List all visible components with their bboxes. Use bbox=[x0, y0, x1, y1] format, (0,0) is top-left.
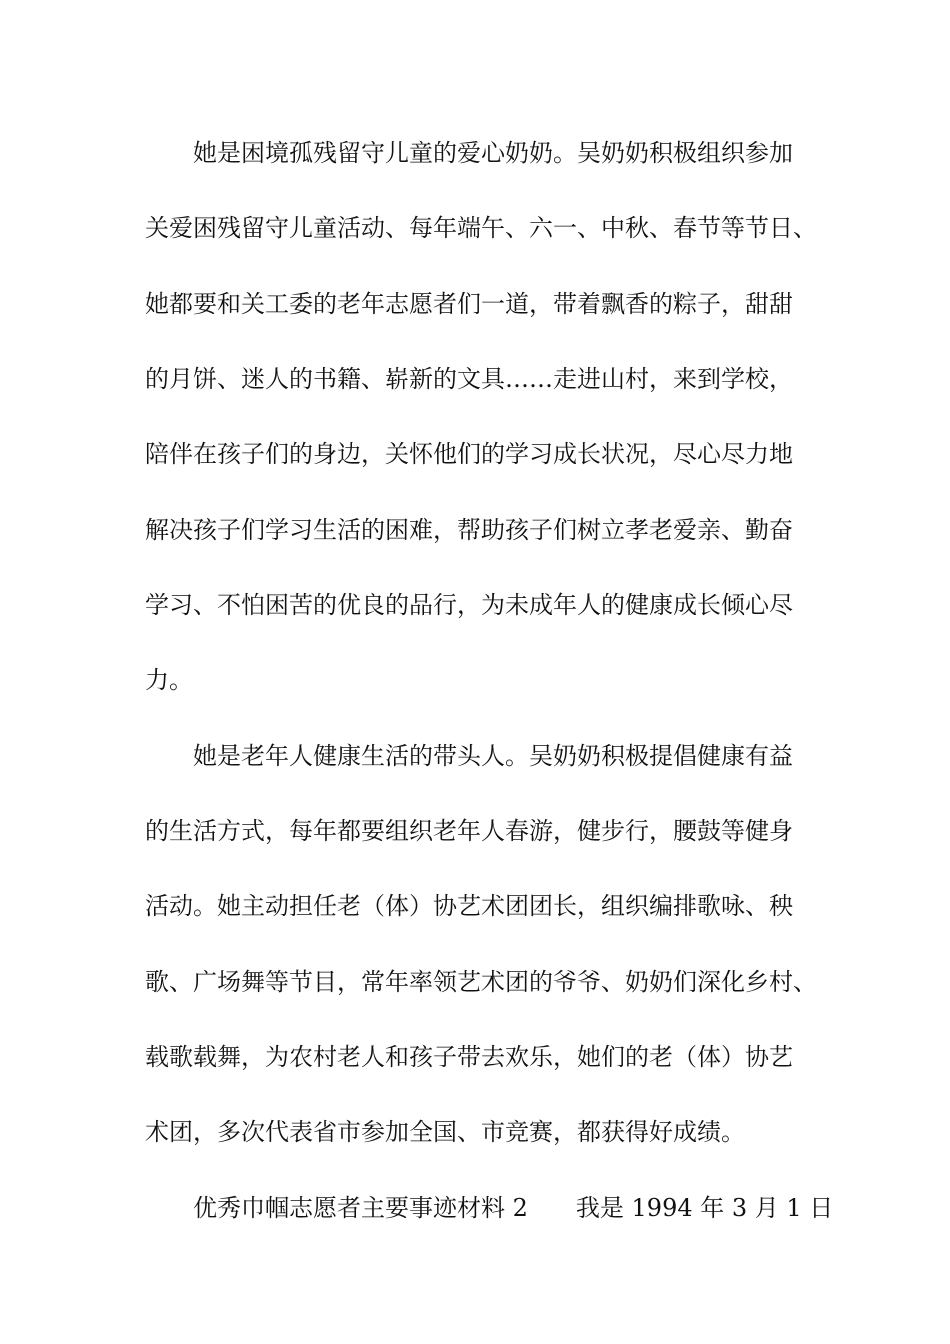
text-line: 她都要和关工委的老年志愿者们一道，带着飘香的粽子，甜甜 bbox=[145, 290, 793, 318]
text-line: 的生活方式，每年都要组织老年人春游，健步行，腰鼓等健身 bbox=[145, 817, 793, 845]
text-line: 关爱困残留守儿童活动、每年端午、六一、中秋、春节等节日、 bbox=[145, 214, 817, 242]
text-line: 活动。她主动担任老（体）协艺术团团长，组织编排歌咏、秧 bbox=[145, 892, 793, 920]
text-line: 优秀巾帼志愿者主要事迹材料 2 我是 1994 年 3 月 1 日 bbox=[145, 1194, 834, 1222]
text-line: 她是老年人健康生活的带头人。吴奶奶积极提倡健康有益 bbox=[145, 742, 793, 770]
text-line: 力。 bbox=[145, 666, 193, 694]
text-line: 她是困境孤残留守儿童的爱心奶奶。吴奶奶积极组织参加 bbox=[145, 139, 793, 167]
text-line: 术团，多次代表省市参加全国、市竞赛，都获得好成绩。 bbox=[145, 1118, 745, 1146]
text-line: 歌、广场舞等节目，常年率领艺术团的爷爷、奶奶们深化乡村、 bbox=[145, 968, 817, 996]
text-line: 载歌载舞，为农村老人和孩子带去欢乐，她们的老（体）协艺 bbox=[145, 1043, 793, 1071]
text-line: 解决孩子们学习生活的困难，帮助孩子们树立孝老爱亲、勤奋 bbox=[145, 516, 793, 544]
text-line: 陪伴在孩子们的身边，关怀他们的学习成长状况，尽心尽力地 bbox=[145, 440, 793, 468]
text-line: 的月饼、迷人的书籍、崭新的文具……走进山村，来到学校， bbox=[145, 365, 793, 393]
text-line: 学习、不怕困苦的优良的品行，为未成年人的健康成长倾心尽 bbox=[145, 591, 793, 619]
